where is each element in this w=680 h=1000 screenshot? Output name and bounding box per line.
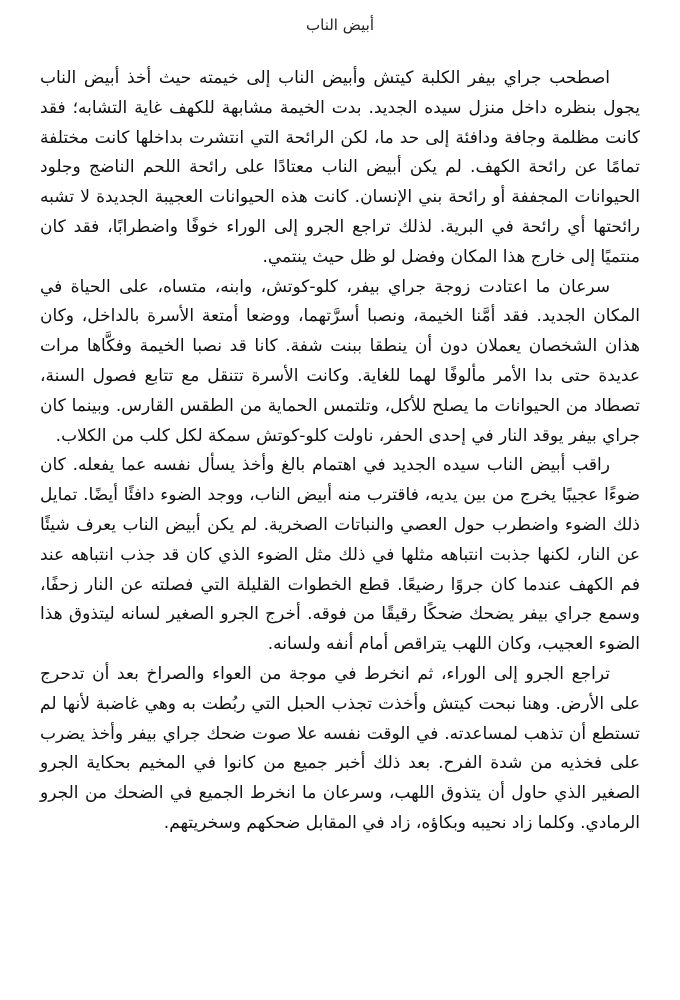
paragraph-1: اصطحب جراي بيفر الكلبة كيتش وأبيض الناب إلى خيمته حيث أخذ أبيض الناب يجول بنظره داخل منزل سيده الجديد. بدت الخيمة مشابهة للكهف غاية التشابه؛ فقد كانت مظلمة وجافة ودافئة إلى حد ما، لكن الرائحة التي انتشرت بداخلها كانت مختلفة تمامًا عن رائحة الكهف. لم يكن أبيض الناب معتادًا على رائحة اللحم الناضج وجلود الحيوانات المجففة أو رائحة بني الإنسان. كانت هذه الحيوانات العجيبة الجديدة لا تشبه رائحتها أي رائحة في البرية. لذلك تراجع الجرو إلى الوراء خوفًا واضطرابًا، فقد كان منتميًا إلى خارج هذا المكان وفضل لو ظل حيث ينتمي. xyxy=(40,68,640,267)
paragraph-2: سرعان ما اعتادت زوجة جراي بيفر، كلو-كوتش، وابنه، متساه، على الحياة في المكان الجديد. فقد أمَّنا الخيمة، ونصبا أسرَّتهما، ووضعا أمتعة الأسرة بالداخل، وكان هذان الشخصان يعملان دون أن ينطقا ببنت شفة. كانا قد نصبا الخيمة وفكَّاها مرات عديدة حتى بدا الأمر مألوفًا لهما للغاية. وكانت الأسرة تتنقل مع تتابع فصول السنة، تصطاد من الحيوانات ما يصلح للأكل، وتلتمس الحماية من الطقس القارس. وبينما كان جراي بيفر يوقد النار في إحدى الحفر، ناولت كلو-كوتش سمكة لكل كلب من الكلاب. xyxy=(40,276,640,446)
paragraph-3: راقب أبيض الناب سيده الجديد في اهتمام بالغ وأخذ يسأل نفسه عما يفعله. كان ضوءًا عجيبًا يخرج من بين يديه، فاقترب منه أبيض الناب، ووجد الضوء دافئًا أيضًا. تمايل ذلك الضوء واضطرب حول العصي والنباتات الصخرية. لم يكن أبيض الناب يعرف شيئًا عن النار، لكنها جذبت انتباهه مثلها في ذلك مثل الضوء الذي كان قد جذب انتباهه عند فم الكهف عندما كان جروًا رضيعًا. قطع الخطوات القليلة التي فصلته عن النار زحفًا، وسمع جراي بيفر يضحك ضحكًا رقيقًا من فوقه. أخرج الجرو الصغير لسانه ليتذوق هذا الضوء العجيب، وكان اللهب يتراقص أمام أنفه ولسانه. xyxy=(40,455,640,655)
running-header-title: أبيض الناب xyxy=(306,16,374,34)
paragraph-4: تراجع الجرو إلى الوراء، ثم انخرط في موجة من العواء والصراخ بعد أن تدحرج على الأرض. وهنا نبحت كيتش وأخذت تجذب الحبل التي ربُطت به وهي غاضبة لأنها لم تستطع أن تذهب لمساعدته. في الوقت نفسه علا صوت ضحك جراي بيفر وأخذ يضرب على فخذيه من شدة الفرح. بعد ذلك أخبر جميع من كانوا في المخيم بحكاية الجرو الصغير الذي حاول أن يتذوق اللهب، وسرعان ما انخرط الجميع في الضحك من الجرو الرمادي. وكلما زاد نحيبه وبكاؤه، زاد في المقابل ضحكهم وسخريتهم. xyxy=(40,663,640,833)
book-page xyxy=(40,14,640,986)
